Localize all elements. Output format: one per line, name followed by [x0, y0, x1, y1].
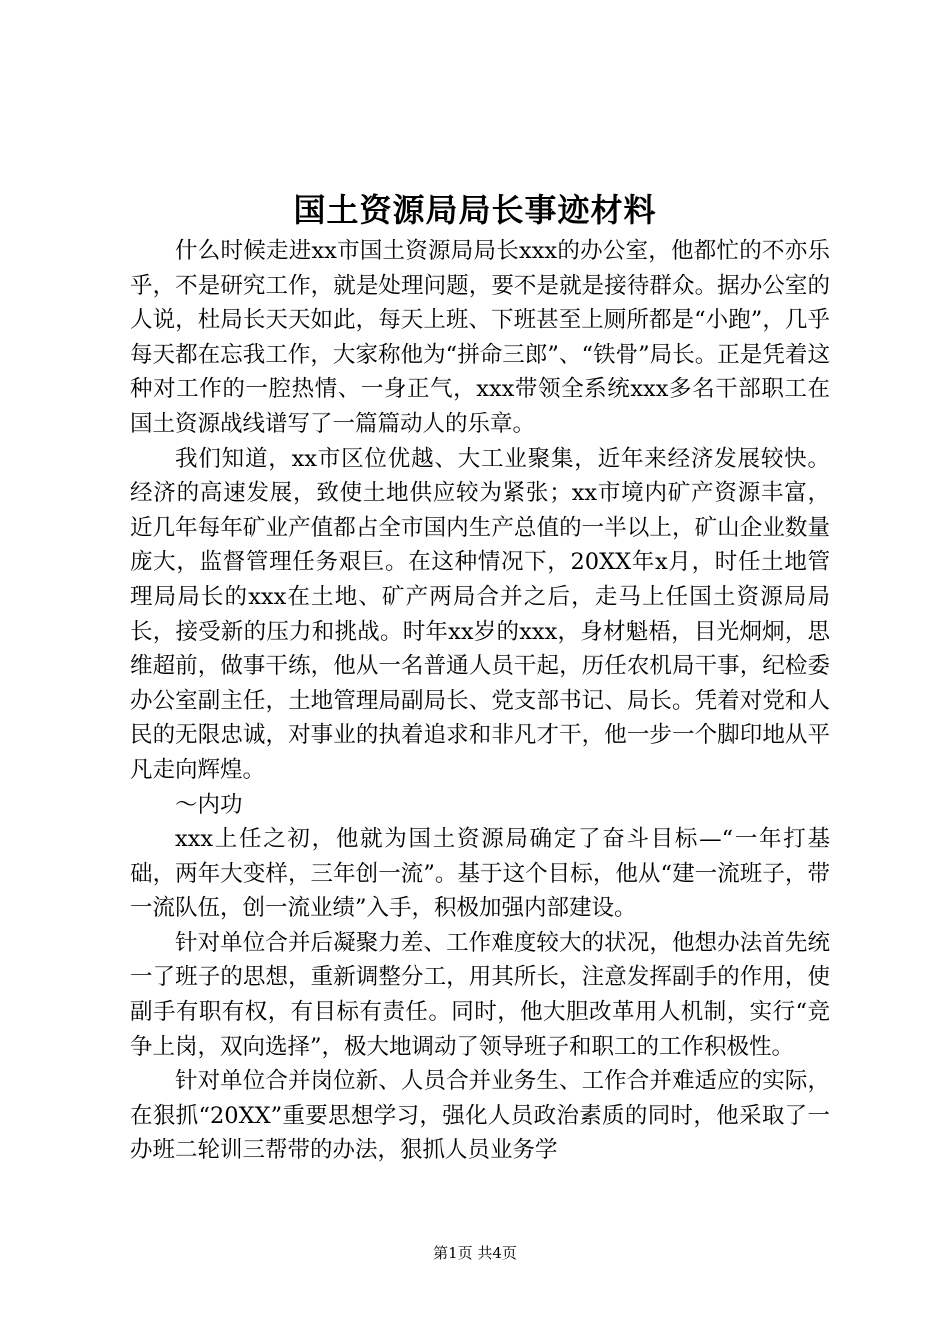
section-heading: ～内功	[175, 791, 243, 818]
document-body	[130, 234, 830, 1168]
page-number-footer: 第1页 共4页	[433, 1244, 517, 1262]
document-title: 国土资源局局长事迹材料	[293, 191, 657, 229]
paragraph: 我们知道，xx市区位优越、大工业聚集，近年来经济发展较快。经济的高速发展，致使土地供应较为紧张；xx市境内矿产资源丰富，近几年每年矿业产值都占全市国内生产总值的一半以上，矿山企业数量庞大，监督管理任务艰巨。在这种情况下，20XX年x月，时任土地管理局局长的xxx在土地、矿产两局合并之后，走马上任国土资源局局长，接受新的压力和挑战。时年xx岁的xxx，身材魁梧，目光炯炯，思维超前，做事干练，他从一名普通人员干起，历任农机局干事，纪检委办公室副主任，土地管理局副局长、党支部书记、局长。凭着对党和人民的无限忠诚，对事业的执着追求和非凡才干，他一步一个脚印地从平凡走向辉煌。	[130, 445, 830, 783]
paragraph: xxx上任之初，他就为国土资源局确定了奋斗目标—“一年打基础，两年大变样，三年创一流”。基于这个目标，他从“建一流班子，带一流队伍，创一流业绩”入手，积极加强内部建设。	[130, 826, 830, 922]
paragraph: 针对单位合并岗位新、人员合并业务生、工作合并难适应的实际，在狠抓“20XX”重要思想学习，强化人员政治素质的同时，他采取了一办班二轮训三帮带的办法，狠抓人员业务学	[130, 1068, 830, 1164]
paragraph: 针对单位合并后凝聚力差、工作难度较大的状况，他想办法首先统一了班子的思想，重新调整分工，用其所长，注意发挥副手的作用，使副手有职有权，有目标有责任。同时，他大胆改革用人机制，实行“竞争上岗，双向选择”，极大地调动了领导班子和职工的工作积极性。	[130, 929, 830, 1060]
paragraph: 什么时候走进xx市国土资源局局长xxx的办公室，他都忙的不亦乐乎，不是研究工作，就是处理问题，要不是就是接待群众。据办公室的人说，杜局长天天如此，每天上班、下班甚至上厕所都是“小跑”，几乎每天都在忘我工作，大家称他为“拼命三郎”、“铁骨”局长。正是凭着这种对工作的一腔热情、一身正气，xxx带领全系统xxx多名干部职工在国土资源战线谱写了一篇篇动人的乐章。	[130, 238, 830, 437]
